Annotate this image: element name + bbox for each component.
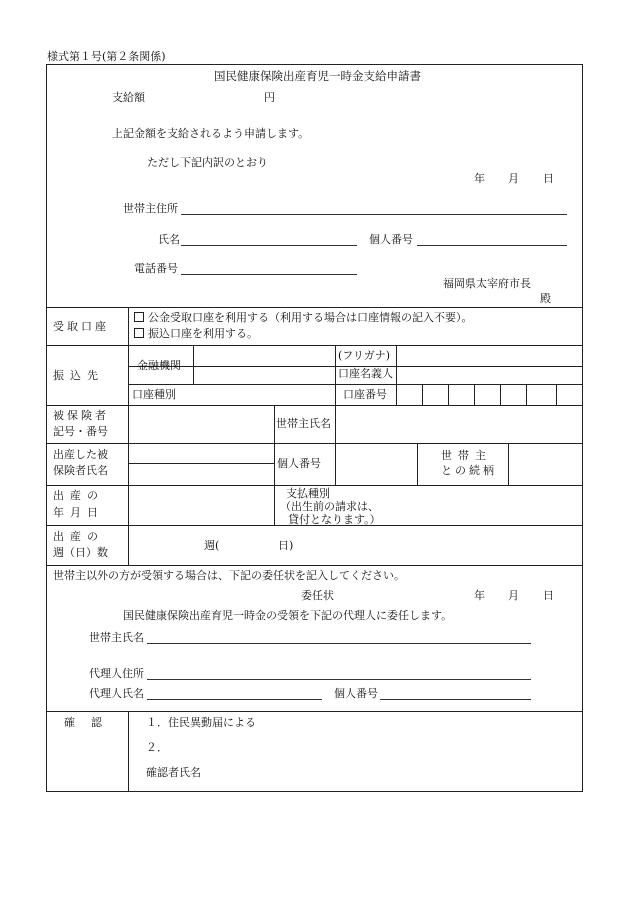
- receiving-option-public[interactable]: [134, 312, 473, 323]
- digit-box-divider: [500, 384, 501, 405]
- confirmation-label: 確認: [64, 716, 118, 729]
- divider: [128, 463, 274, 464]
- birth-personal-number-label: 個人番号: [277, 457, 321, 470]
- divider: [417, 443, 418, 485]
- digit-box-divider: [422, 384, 423, 405]
- confirmer-name-label: 確認者氏名: [146, 766, 201, 779]
- payment-type-note-2: 貸付となります。）: [288, 513, 381, 526]
- delegation-statement: 国民健康保険出産育児一時金の受領を下記の代理人に委任します。: [123, 609, 453, 622]
- payment-type-note-1: （出生前の請求は、: [280, 500, 379, 513]
- account-number-label: 口座番号: [343, 388, 387, 401]
- digit-box-divider: [526, 384, 527, 405]
- phone-label: 電話番号: [134, 262, 178, 275]
- amount-label: 支給額: [112, 91, 145, 104]
- checkbox[interactable]: [134, 328, 144, 338]
- delegation-day: 日: [543, 589, 554, 602]
- birth-date-label-2: 年月日: [53, 506, 104, 519]
- divider: [335, 345, 336, 405]
- relation-label-2: との続柄: [441, 464, 497, 477]
- receiving-option-transfer-label: 振込口座を利用する。: [148, 327, 258, 340]
- divider: [46, 345, 583, 346]
- weeks-label: 週(: [204, 539, 220, 552]
- delegation-notice: 世帯主以外の方が受領する場合は、下記の委任状を記入してください。: [53, 569, 405, 582]
- request-text: 上記金額を支給されるよう申請します。: [112, 127, 310, 140]
- divider: [46, 405, 583, 406]
- birth-person-label-2: 保険者氏名: [53, 464, 108, 477]
- receiving-option-transfer[interactable]: [134, 328, 258, 339]
- account-type-label: 口座種別: [132, 388, 176, 401]
- birth-weeks-label-2: 週（日）数: [53, 546, 108, 559]
- relation-label-1: 世帯主: [441, 449, 492, 462]
- divider: [46, 443, 583, 444]
- householder-address-field[interactable]: [181, 214, 567, 215]
- transfer-label: 振込先: [53, 369, 104, 382]
- divider: [46, 485, 583, 486]
- days-label: 日): [278, 539, 294, 552]
- birth-weeks-label-1: 出産の: [53, 530, 104, 543]
- divider: [396, 345, 397, 405]
- honorific: 殿: [540, 292, 551, 305]
- divider: [128, 711, 129, 792]
- digit-box-divider: [556, 384, 557, 405]
- applicant-personal-number-field[interactable]: [417, 245, 567, 246]
- applicant-personal-number-label: 個人番号: [369, 233, 413, 246]
- form-number: 様式第１号(第２条関係): [47, 50, 166, 63]
- date-month: 月: [508, 172, 519, 185]
- agent-name-label: 代理人氏名: [89, 687, 144, 700]
- divider: [46, 565, 583, 566]
- divider: [46, 307, 583, 308]
- divider: [46, 711, 583, 712]
- digit-box-divider: [448, 384, 449, 405]
- agent-name-field[interactable]: [147, 699, 322, 700]
- birth-date-label-1: 出産の: [53, 489, 104, 502]
- divider: [274, 405, 275, 525]
- furigana-label: (フリガナ): [338, 349, 391, 362]
- delegation-month: 月: [508, 589, 519, 602]
- receiving-option-public-label: 公金受取口座を利用する（利用する場合は口座情報の記入不要）。: [148, 311, 473, 324]
- delegation-householder-name-label: 世帯主氏名: [89, 631, 144, 644]
- confirmation-item-2: ２．: [146, 741, 168, 754]
- delegation-year: 年: [474, 589, 485, 602]
- applicant-name-label: 氏名: [158, 233, 180, 246]
- divider: [128, 307, 129, 565]
- digit-box-divider: [474, 384, 475, 405]
- bank-label: 金融機関: [137, 359, 181, 372]
- divider: [335, 443, 336, 485]
- holder-label: 口座名義人: [338, 367, 393, 380]
- checkbox[interactable]: [134, 312, 144, 322]
- mayor-addressee: 福岡県太宰府市長: [443, 277, 531, 290]
- amount-unit: 円: [264, 91, 275, 104]
- agent-address-field[interactable]: [147, 679, 531, 680]
- delegation-title: 委任状: [301, 589, 334, 602]
- divider: [128, 384, 583, 385]
- birth-person-label-1: 出産した被: [53, 448, 108, 461]
- householder-address-label: 世帯主住所: [123, 202, 178, 215]
- delegation-householder-name-field[interactable]: [147, 643, 531, 644]
- payment-type-label: 支払種別: [286, 487, 330, 500]
- divider: [335, 405, 336, 443]
- receiving-account-label: 受取口座: [53, 320, 109, 333]
- divider: [508, 443, 509, 485]
- agent-personal-number-field[interactable]: [380, 699, 531, 700]
- agent-address-label: 代理人住所: [89, 667, 144, 680]
- insured-number-label-2: 記号・番号: [53, 425, 108, 438]
- form-title: 国民健康保険出産育児一時金支給申請書: [214, 69, 421, 83]
- date-year: 年: [474, 172, 485, 185]
- householder-name-label: 世帯主氏名: [276, 417, 331, 430]
- divider: [193, 345, 194, 384]
- detail-text: ただし下記内訳のとおり: [147, 156, 268, 169]
- date-day: 日: [543, 172, 554, 185]
- phone-field[interactable]: [181, 274, 357, 275]
- insured-number-label-1: 被保険者: [53, 409, 109, 422]
- agent-personal-number-label: 個人番号: [334, 687, 378, 700]
- applicant-name-field[interactable]: [181, 245, 357, 246]
- confirmation-item-1: １．住民異動届による: [146, 716, 256, 729]
